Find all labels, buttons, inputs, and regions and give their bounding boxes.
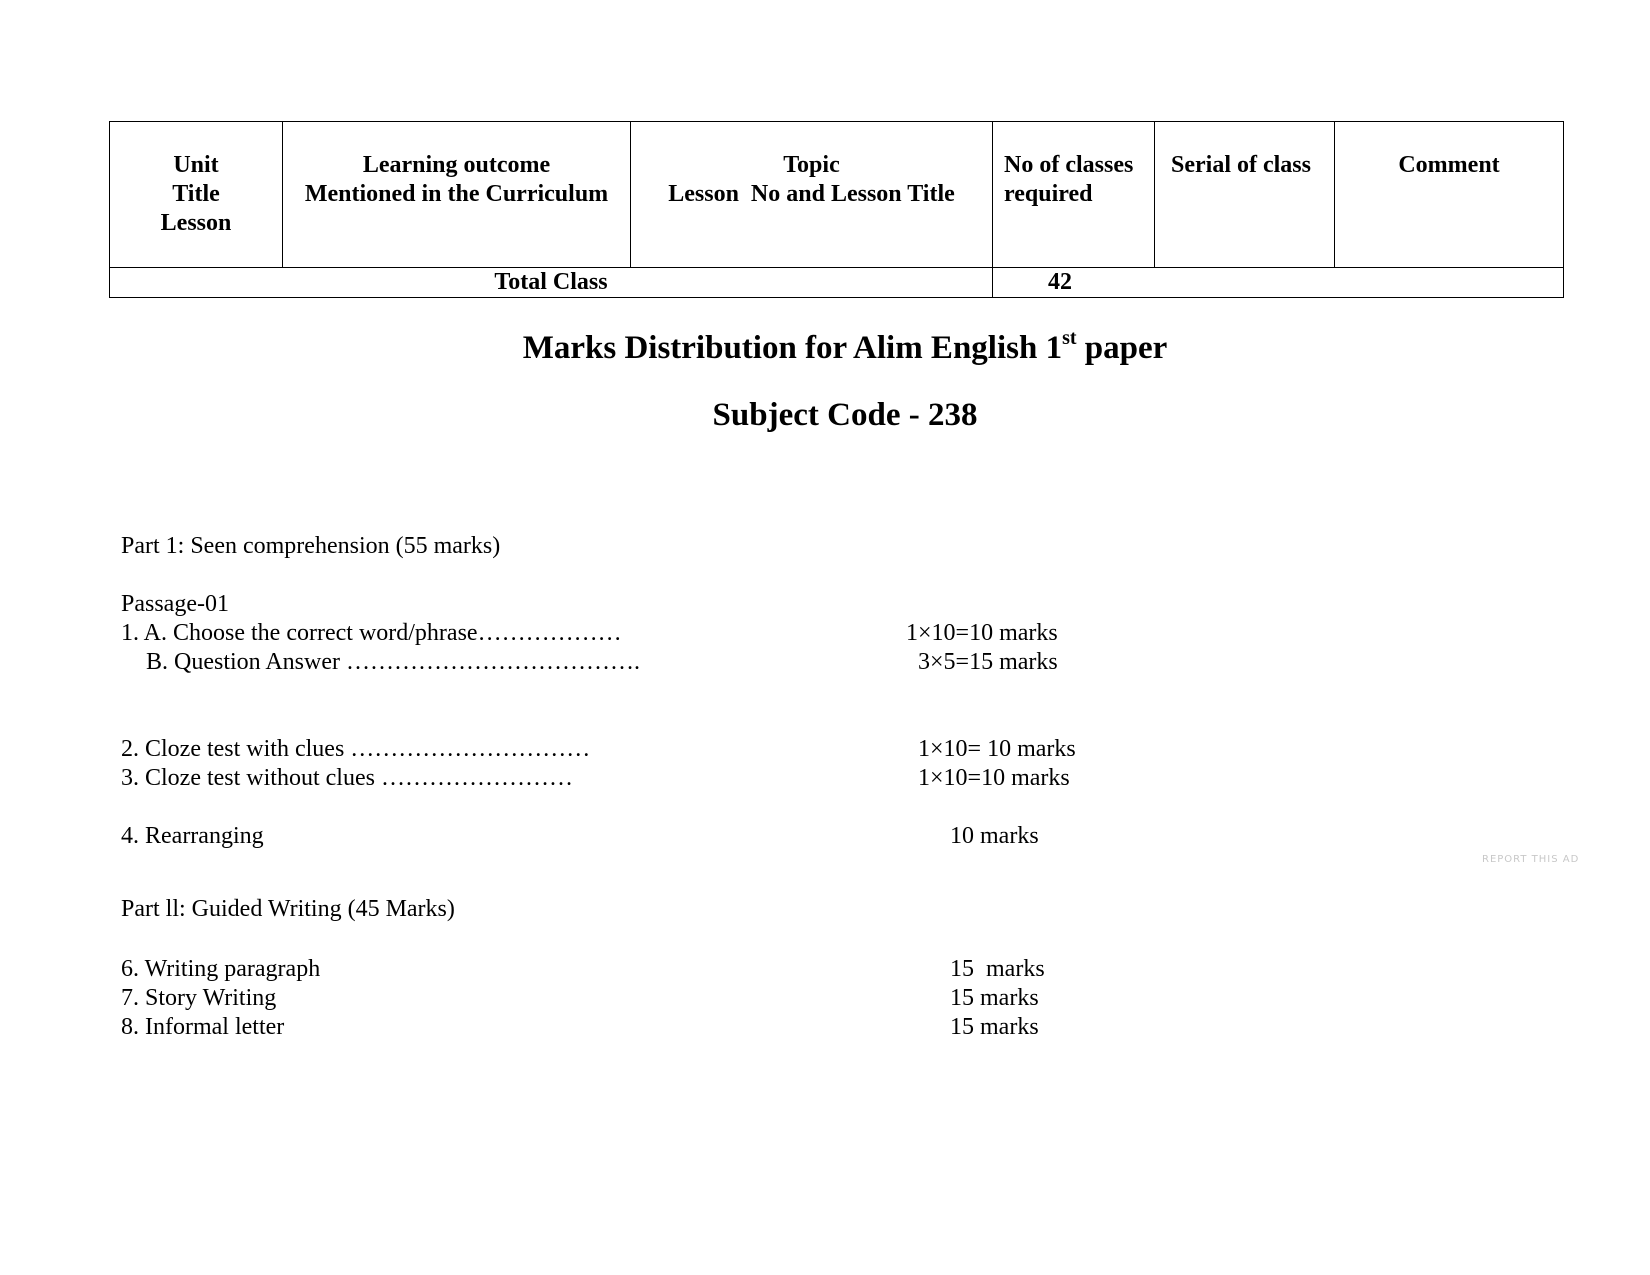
header-learning-outcome: Learning outcome Mentioned in the Curriculum xyxy=(283,122,631,268)
page-title: Marks Distribution for Alim English 1st paper xyxy=(522,327,1168,366)
table-header-row xyxy=(110,122,1564,268)
item-marks: 1×10= 10 marks xyxy=(918,736,1076,762)
item-label: B. Question Answer ………………………………. xyxy=(146,649,640,675)
part2-heading: Part ll: Guided Writing (45 Marks) xyxy=(121,896,455,922)
header-unit: Unit Title Lesson xyxy=(110,122,283,268)
header-comment: Comment xyxy=(1335,122,1564,268)
item-label: 4. Rearranging xyxy=(121,823,264,849)
lesson-plan-table xyxy=(109,121,1564,298)
item-label: 3. Cloze test without clues …………………… xyxy=(121,765,573,791)
item-marks: 15 marks xyxy=(950,956,1045,982)
item-label: 6. Writing paragraph xyxy=(121,956,321,982)
passage-label: Passage-01 xyxy=(121,591,229,617)
header-topic: Topic Lesson No and Lesson Title xyxy=(631,122,993,268)
part1-heading: Part 1: Seen comprehension (55 marks) xyxy=(121,533,501,559)
item-marks: 1×10=10 marks xyxy=(906,620,1058,646)
header-no-of-classes: No of classes required xyxy=(993,122,1155,268)
report-ad-link[interactable]: REPORT THIS AD xyxy=(1482,854,1580,865)
item-marks: 15 marks xyxy=(950,1014,1039,1040)
item-label: 2. Cloze test with clues ………………………… xyxy=(121,736,591,762)
total-class-label: Total Class xyxy=(110,268,993,298)
header-serial-of-class: Serial of class xyxy=(1155,122,1335,268)
item-marks: 10 marks xyxy=(950,823,1039,849)
subject-code: Subject Code - 238 xyxy=(712,397,978,433)
item-marks: 1×10=10 marks xyxy=(918,765,1070,791)
item-marks: 3×5=15 marks xyxy=(918,649,1058,675)
item-marks: 15 marks xyxy=(950,985,1039,1011)
item-label: 7. Story Writing xyxy=(121,985,277,1011)
item-label: 8. Informal letter xyxy=(121,1014,285,1040)
total-class-value: 42 xyxy=(993,268,1564,298)
table-total-row xyxy=(110,268,1564,298)
item-label: 1. A. Choose the correct word/phrase……………… xyxy=(121,620,622,646)
